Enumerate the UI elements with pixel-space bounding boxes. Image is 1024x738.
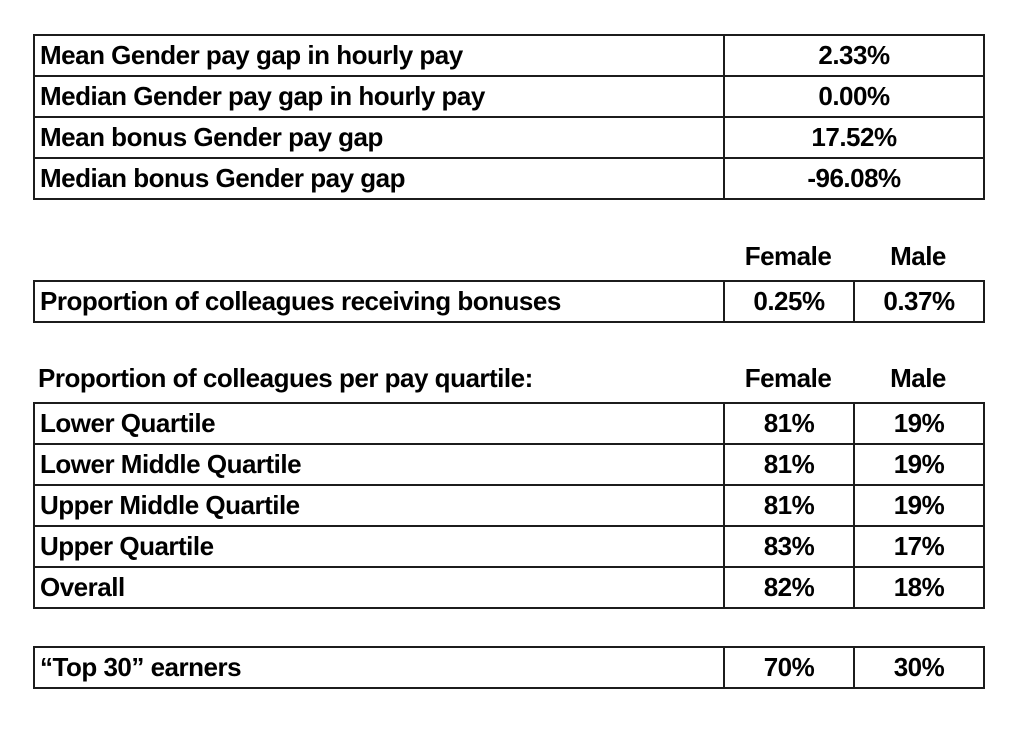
row-label: Upper Quartile: [34, 526, 724, 567]
table-row: [34, 526, 984, 567]
male-value: 0.37%: [854, 281, 984, 322]
row-label: Mean Gender pay gap in hourly pay: [34, 35, 724, 76]
female-value: 83%: [724, 526, 854, 567]
top-earners-table: [33, 646, 985, 689]
row-label: Overall: [34, 567, 724, 608]
female-value: 81%: [724, 403, 854, 444]
table-row: [34, 567, 984, 608]
column-header-male: Male: [890, 363, 946, 393]
quartile-table-header: [33, 362, 983, 394]
quartile-section-title: Proportion of colleagues per pay quartile:: [38, 363, 533, 393]
male-value: 17%: [854, 526, 984, 567]
table-row: [34, 35, 984, 76]
row-value: 0.00%: [724, 76, 984, 117]
row-value: -96.08%: [724, 158, 984, 199]
female-value: 81%: [724, 444, 854, 485]
table-row: [34, 485, 984, 526]
pay-gap-summary-table: [33, 34, 985, 200]
column-header-male: Male: [890, 241, 946, 271]
female-value: 70%: [724, 647, 854, 688]
male-value: 18%: [854, 567, 984, 608]
row-value: 17.52%: [724, 117, 984, 158]
table-row: [34, 76, 984, 117]
table-row: [34, 403, 984, 444]
male-value: 30%: [854, 647, 984, 688]
bonus-table-header: [33, 240, 983, 272]
table-row: [34, 647, 984, 688]
female-value: 82%: [724, 567, 854, 608]
row-label: Lower Quartile: [34, 403, 724, 444]
row-value: 2.33%: [724, 35, 984, 76]
table-row: [34, 444, 984, 485]
row-label: Median bonus Gender pay gap: [34, 158, 724, 199]
row-label: Upper Middle Quartile: [34, 485, 724, 526]
female-value: 81%: [724, 485, 854, 526]
male-value: 19%: [854, 444, 984, 485]
row-label: Mean bonus Gender pay gap: [34, 117, 724, 158]
male-value: 19%: [854, 403, 984, 444]
female-value: 0.25%: [724, 281, 854, 322]
column-header-female: Female: [744, 363, 832, 393]
column-header-female: Female: [744, 241, 832, 271]
row-label: “Top 30” earners: [34, 647, 724, 688]
row-label: Proportion of colleagues receiving bonuses: [34, 281, 724, 322]
table-row: [34, 117, 984, 158]
bonus-proportion-table: [33, 280, 985, 323]
row-label: Median Gender pay gap in hourly pay: [34, 76, 724, 117]
pay-quartile-table: [33, 402, 985, 609]
table-row: [34, 281, 984, 322]
row-label: Lower Middle Quartile: [34, 444, 724, 485]
male-value: 19%: [854, 485, 984, 526]
table-row: [34, 158, 984, 199]
